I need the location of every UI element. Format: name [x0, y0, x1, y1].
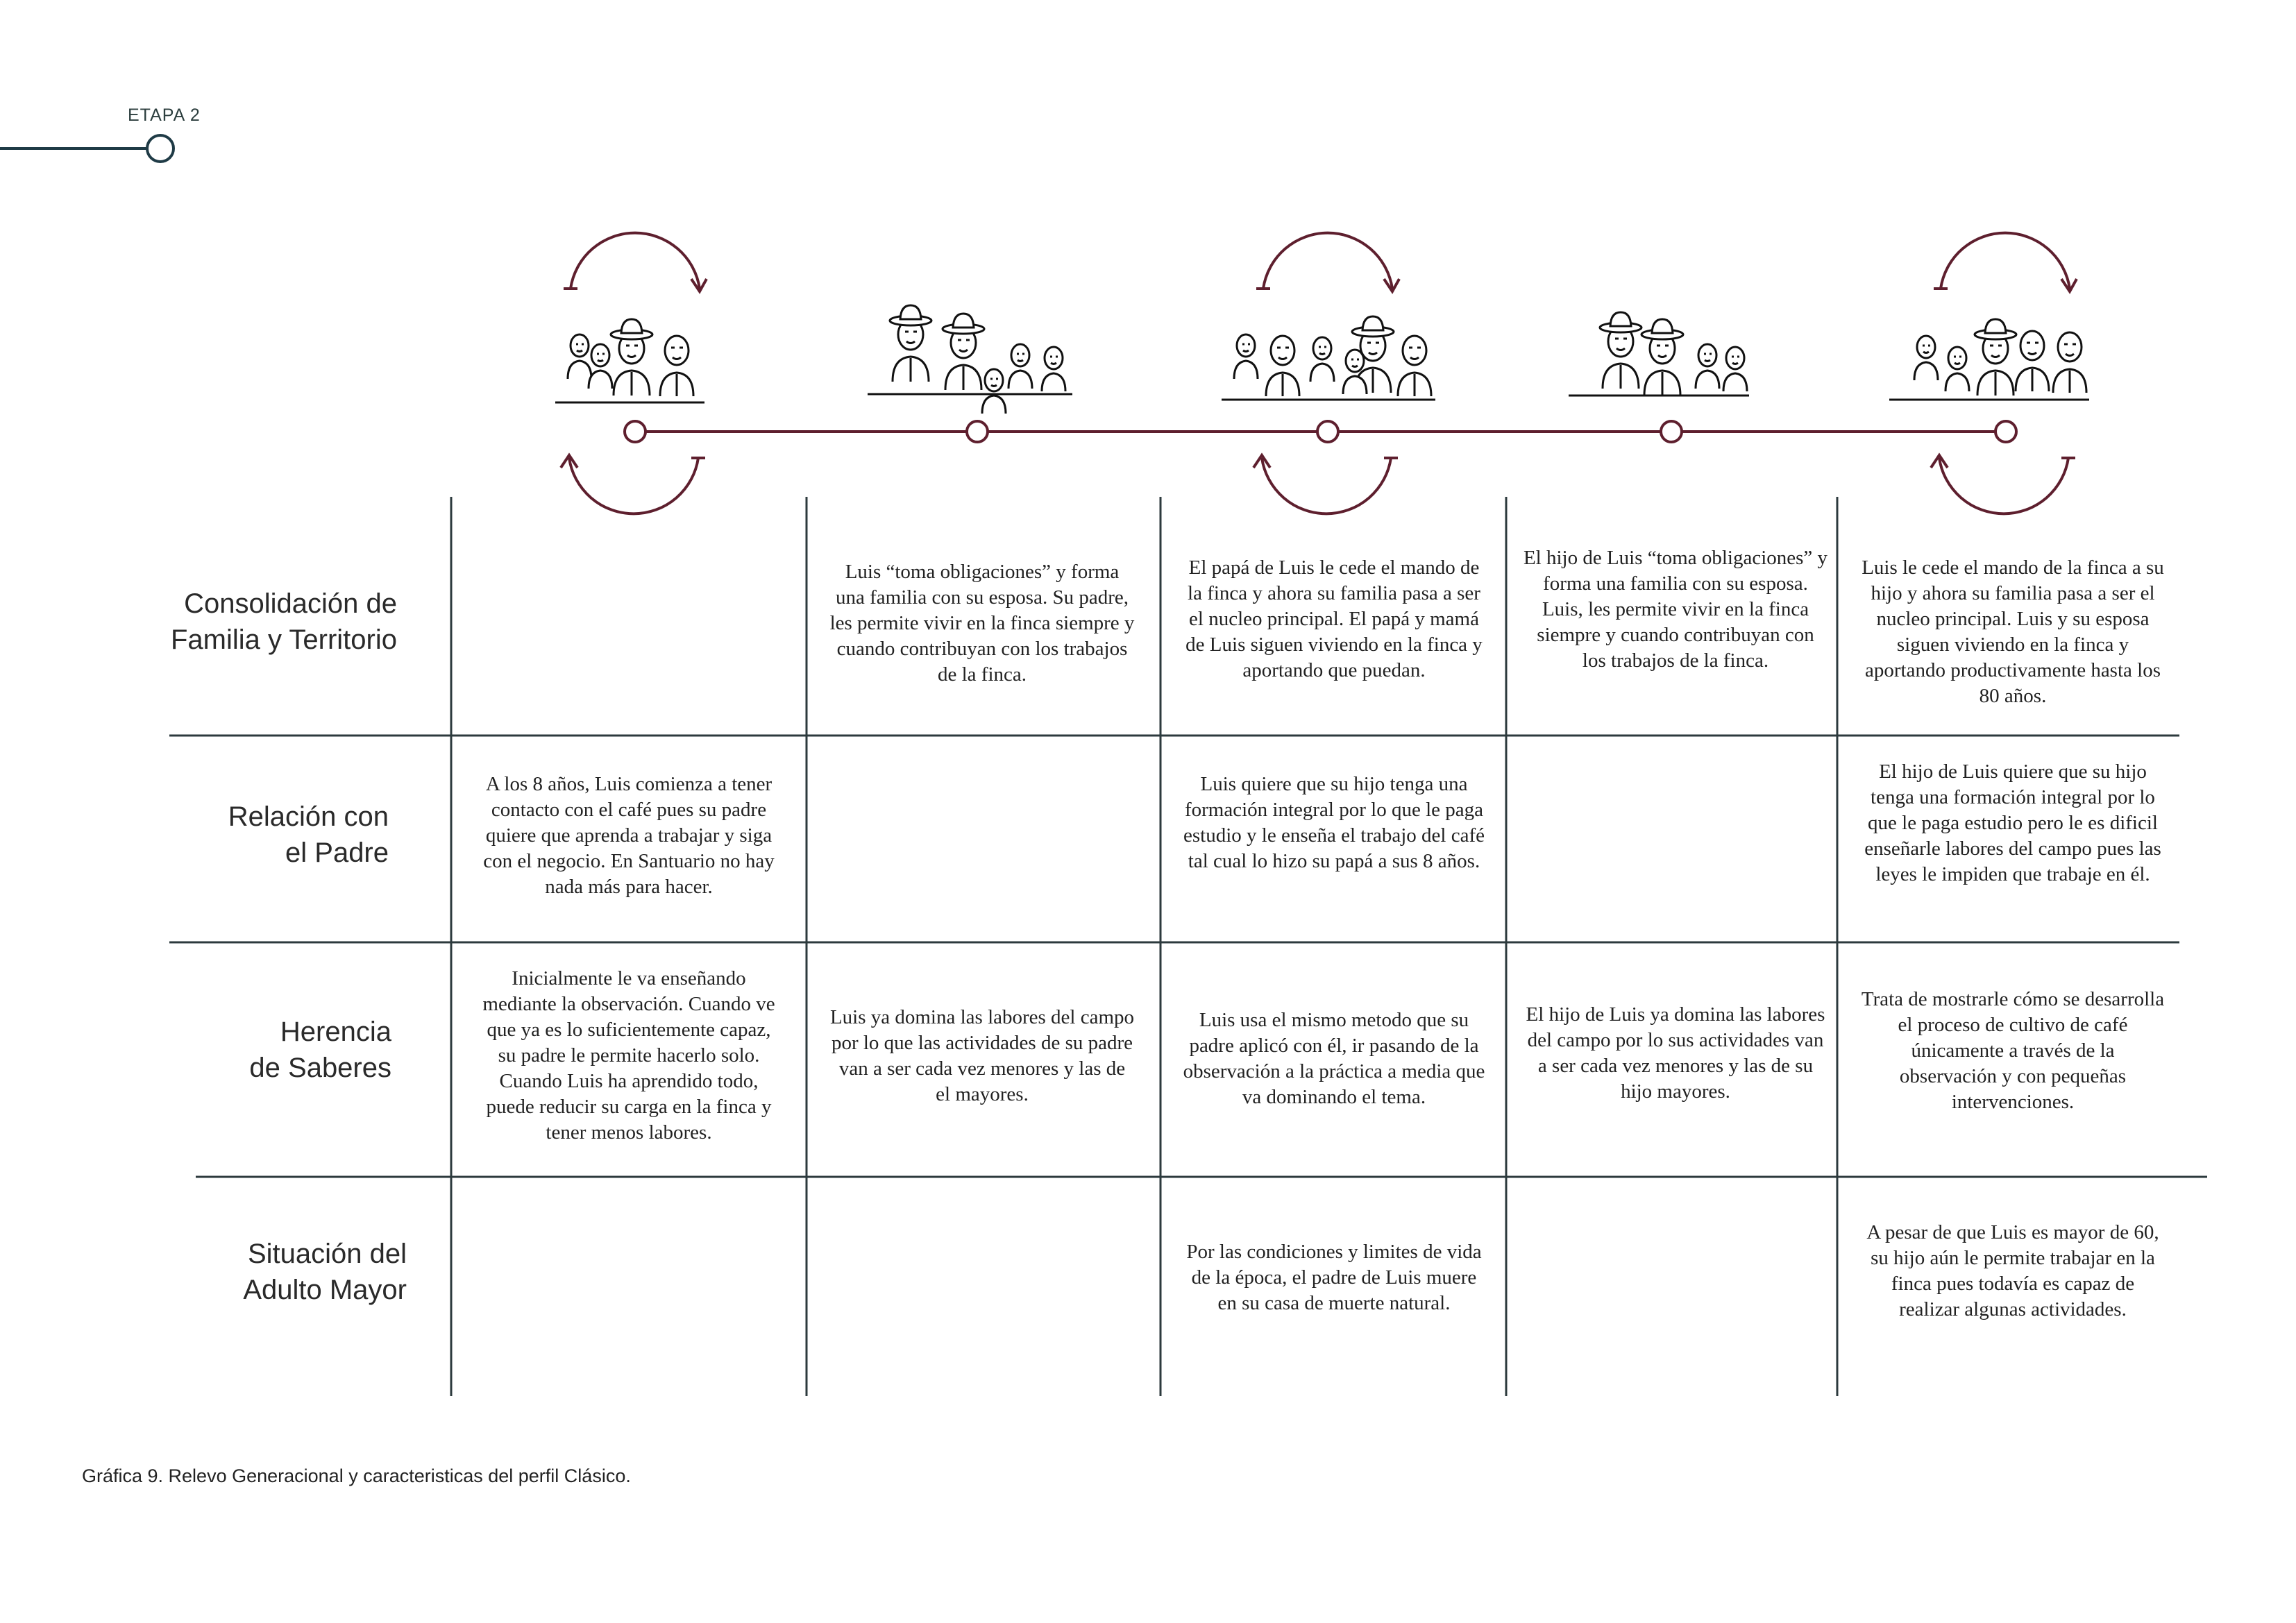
table-cell: Luis ya domina las labores del campo por lo que las actividades de su padre van a ser cada vez menores y las de el mayores. [829, 1006, 1135, 1105]
table-cell: Luis “toma obligaciones” y forma una familia con su esposa. Su padre, les permite vivir en la finca siempre y cuando contribuyan con los trabajos de la finca. [829, 561, 1135, 686]
table-cell: A pesar de que Luis es mayor de 60, su hijo aún le permite trabajar en la finca pues todavía es capaz de realizar algunas actividades. [1866, 1221, 2159, 1320]
table-cell: El hijo de Luis quiere que su hijo tenga una formación integral por lo que le paga estudio pero le es dificil enseñarle labores del campo pues las leyes le impiden que trabaje en él. [1864, 760, 2161, 885]
table-cell: Luis usa el mismo metodo que su padre aplicó con él, ir pasando de la observación a la práctica a media que va dominando el tema. [1183, 1009, 1485, 1108]
table-cell: El hijo de Luis “toma obligaciones” y forma una familia con su esposa. Luis, les permite vivir en la finca siempre y cuando contribuyan con los trabajos de la finca. [1523, 547, 1828, 672]
row-label-adulto-mayor: Situación del Adulto Mayor [243, 1239, 407, 1305]
table-cell: Luis le cede el mando de la finca a su hijo y ahora su familia pasa a ser el nucleo principal. Luis y su esposa siguen viviendo en la finca y aportando productivamente hasta los 80 años. [1862, 556, 2164, 707]
family-illustration-3 [1222, 316, 1435, 400]
table-cell: Por las condiciones y limites de vida de la época, el padre de Luis muere en su casa de muerte natural. [1186, 1241, 1482, 1314]
stage-label: ETAPA 2 [128, 105, 201, 125]
table-cell: El papá de Luis le cede el mando de la finca y ahora su familia pasa a ser el nucleo principal. El papá y mamá de Luis siguen viviendo en la finca y aportando que puedan. [1185, 556, 1483, 681]
family-illustration-5 [1889, 319, 2089, 400]
table-cell: El hijo de Luis ya domina las labores del campo por lo sus actividades van a ser cada vez menores y las de su hijo mayores. [1526, 1003, 1825, 1103]
timeline-node-2 [967, 421, 988, 442]
family-illustration-4 [1569, 312, 1749, 396]
timeline-node-1 [625, 421, 645, 442]
stage-marker [0, 135, 174, 162]
family-illustration-1 [555, 319, 704, 402]
row-label-herencia-saberes: Herencia de Saberes [249, 1017, 391, 1083]
table-cell: Trata de mostrarle cómo se desarrolla el proceso de cultivo de café únicamente a través de la observación y con pequeñas intervenciones. [1861, 988, 2165, 1113]
timeline-node-4 [1661, 421, 1682, 442]
timeline-node-3 [1317, 421, 1338, 442]
timeline-node-5 [1995, 421, 2016, 442]
table-cell: Inicialmente le va enseñando mediante la observación. Cuando ve que ya es lo suficientemente capaz, su padre le permite hacerlo solo. Cuando Luis ha aprendido todo, puede reducir su carga en la finca y tener menos labores. [482, 967, 775, 1144]
table-cell: Luis quiere que su hijo tenga una formación integral por lo que le paga estudio y le enseña el trabajo del café tal cual lo hizo su papá a sus 8 años. [1183, 773, 1485, 872]
family-illustration-2 [868, 305, 1072, 414]
table-cell: A los 8 años, Luis comienza a tener contacto con el café pues su padre quiere que aprenda a trabajar y siga con el negocio. En Santuario no hay nada más para hacer. [483, 773, 775, 898]
row-label-relacion-padre: Relación con el Padre [228, 801, 389, 868]
figure-caption: Gráfica 9. Relevo Generacional y caracteristicas del perfil Clásico. [82, 1465, 631, 1486]
row-label-consolidacion: Consolidación de Familia y Territorio [171, 588, 397, 655]
